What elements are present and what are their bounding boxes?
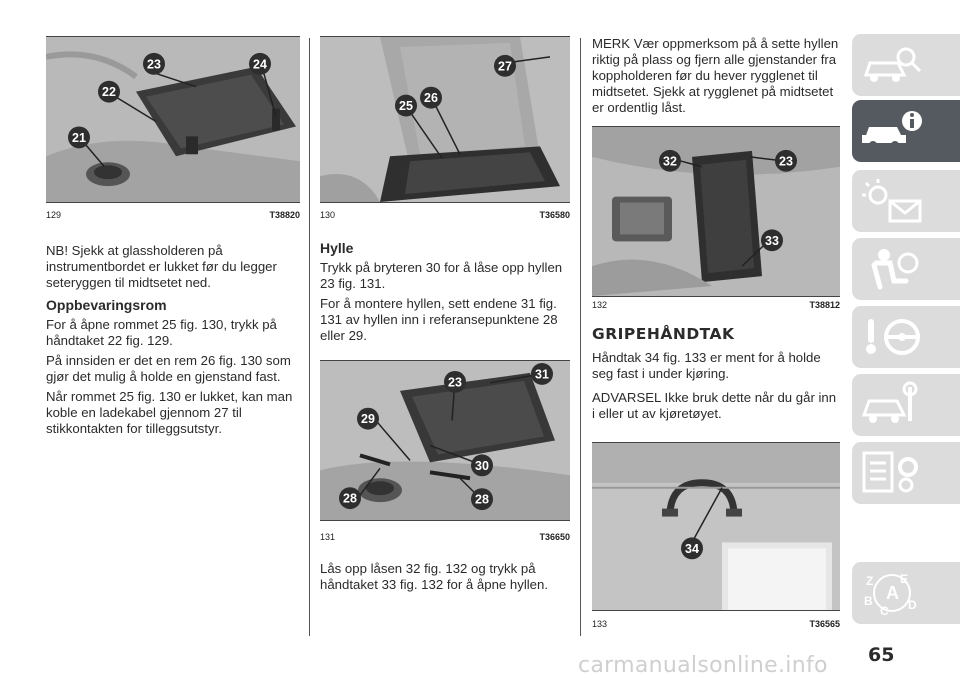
note-shelf-placement: MERK Vær oppmerksom på å sette hyllen riktig på plass og fjern alle gjenstander fra koppholderen før du hever rygglenet til midtsetet. Sjekk at rygglenet på midtsetet er ordentlig låst. (592, 36, 839, 115)
car-service-icon (860, 381, 924, 429)
figure-130-number: 130 (320, 210, 336, 220)
svg-text:D: D (908, 598, 917, 612)
callout-24: 24 (253, 57, 267, 72)
column-divider-1 (309, 38, 310, 636)
chapter-tab-technical-data[interactable] (852, 442, 960, 504)
column-divider-2 (580, 38, 581, 636)
chapter-tab-maintenance[interactable] (852, 374, 960, 436)
heading-hylle: Hylle (320, 240, 354, 256)
figure-133-number: 133 (592, 619, 608, 629)
callout-26: 26 (424, 91, 438, 106)
figure-132-code: T38812 (809, 300, 840, 310)
callout-23: 23 (448, 375, 462, 390)
callout-32: 32 (663, 154, 677, 169)
figure-130-photo (320, 36, 570, 202)
specs-gear-icon (860, 449, 924, 497)
paragraph-charging-cable: Når rommet 25 fig. 130 er lukket, kan man koble en ladekabel gjennom 27 til stikkontakten for tilleggsutstyr. (46, 389, 293, 436)
callout-29: 29 (361, 412, 375, 427)
paragraph-open-compartment: For å åpne rommet 25 fig. 130, trykk på håndtaket 22 fig. 129. (46, 317, 277, 348)
figure-132-number: 132 (592, 300, 608, 310)
column-2-text-bottom (320, 561, 570, 597)
paragraph-mount-shelf: For å montere hyllen, sett endene 31 fig. 131 av hyllen inn i referansepunktene 28 eller 29. (320, 296, 558, 343)
callout-21: 21 (72, 130, 86, 145)
paragraph-unlock-shelf: Trykk på bryteren 30 for å låse opp hyllen 23 fig. 131. (320, 260, 563, 291)
figure-130-code: T36580 (539, 210, 570, 220)
note-glassholder: NB! Sjekk at glassholderen på instrumentbordet er lukket før du legger seteryggen til midtsetet ned. (46, 243, 277, 290)
svg-text:C: C (880, 604, 889, 617)
car-info-icon (860, 107, 924, 155)
figure-129-photo (46, 36, 300, 202)
airbag-seat-icon (860, 245, 924, 293)
heading-gripehandtak: GRIPEHÅNDTAK (592, 325, 735, 343)
paragraph-open-shelf: Lås opp låsen 32 fig. 132 og trykk på håndtaket 33 fig. 132 for å åpne hyllen. (320, 561, 549, 592)
warning-light-message-icon (860, 177, 924, 225)
callout-31: 31 (535, 367, 549, 382)
column-1-text (46, 243, 300, 441)
warning-handle: ADVARSEL Ikke bruk dette når du går inn i eller ut av kjøretøyet. (592, 390, 837, 421)
callout-34: 34 (685, 541, 699, 556)
paragraph-handle: Håndtak 34 fig. 133 er ment for å holde seg fast i under kjøring. (592, 350, 821, 381)
svg-text:E: E (900, 572, 909, 586)
column-3-text-top (592, 36, 840, 120)
page-number: 65 (868, 644, 895, 666)
figure-132-photo (592, 126, 840, 296)
figure-131-number: 131 (320, 532, 336, 542)
column-2-text-top (320, 240, 570, 348)
chapter-tab-starting-driving[interactable] (852, 306, 960, 368)
paragraph-strap: På innsiden er det en rem 26 fig. 130 som gjør det mulig å holde en gjenstand fast. (46, 353, 291, 384)
callout-27: 27 (498, 59, 512, 74)
chapter-tab-car-search[interactable] (852, 34, 960, 96)
chapter-tab-car-info[interactable] (852, 100, 960, 162)
figure-133-code: T36565 (809, 619, 840, 629)
watermark: carmanualsonline.info (578, 653, 828, 678)
callout-23: 23 (779, 154, 793, 169)
callout-30: 30 (475, 458, 489, 473)
car-search-icon (860, 41, 924, 89)
chapter-tab-safety[interactable] (852, 238, 960, 300)
callout-28-right: 28 (475, 492, 489, 507)
figure-133-photo (592, 442, 840, 610)
svg-text:Z: Z (866, 574, 874, 588)
steering-start-icon (860, 313, 924, 361)
figure-129-number: 129 (46, 210, 62, 220)
figure-129-code: T38820 (269, 210, 300, 220)
chapter-tab-index[interactable] (852, 562, 960, 624)
heading-oppbevaringsrom: Oppbevaringsrom (46, 297, 167, 313)
callout-22: 22 (102, 85, 116, 100)
callout-33: 33 (765, 233, 779, 248)
callout-23: 23 (147, 57, 161, 72)
svg-text:A: A (886, 583, 899, 603)
alphabetical-index-icon (860, 569, 924, 617)
svg-text:B: B (864, 594, 873, 608)
callout-28-left: 28 (343, 491, 357, 506)
figure-131-photo (320, 360, 570, 520)
chapter-tab-warning-lights[interactable] (852, 170, 960, 232)
column-3-text-middle (592, 326, 840, 426)
callout-25: 25 (399, 99, 413, 114)
figure-131-code: T36650 (539, 532, 570, 542)
